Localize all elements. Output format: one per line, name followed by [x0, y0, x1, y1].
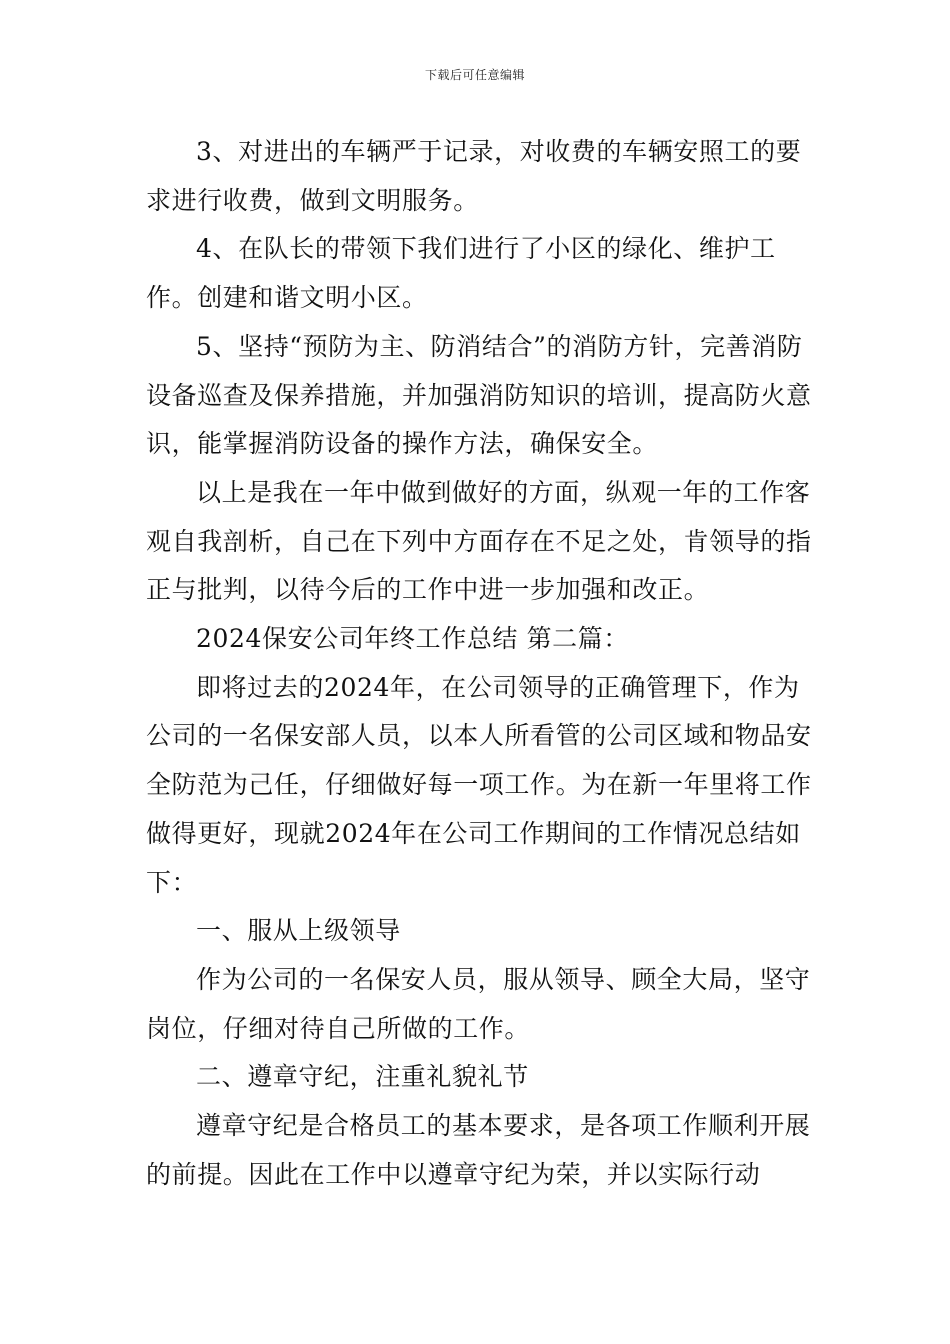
part-two-title: 2024保安公司年终工作总结 第二篇： [196, 624, 629, 654]
page-header: 下载后可任意编辑 [424, 68, 525, 82]
document-body [146, 128, 812, 1199]
paragraph-item-3: 3、对进出的车辆严于记录，对收费的车辆安照工的要求进行收费，做到文明服务。 [146, 137, 802, 215]
section-2-body: 遵章守纪是合格员工的基本要求，是各项工作顺利开展的前提。因此在工作中以遵章守纪为荣，并以实际行动 [146, 1111, 811, 1189]
paragraph-summary: 以上是我在一年中做到做好的方面，纵观一年的工作客观自我剖析，自己在下列中方面存在不足之处，肯领导的指正与批判，以待今后的工作中进一步加强和改正。 [146, 477, 812, 605]
section-2-title: 二、遵章守纪，注重礼貌礼节 [196, 1062, 529, 1092]
section-1-body: 作为公司的一名保安人员，服从领导、顾全大局，坚守岗位，仔细对待自己所做的工作。 [146, 964, 811, 1043]
section-1-title: 一、服从上级领导 [196, 916, 401, 946]
paragraph-intro: 即将过去的2024年，在公司领导的正确管理下，作为公司的一名保安部人员，以本人所看管的公司区域和物品安全防范为己任，仔细做好每一项工作。为在新一年里将工作做得更好，现就2024年在公司工作期间的工作情况总结如下： [146, 672, 812, 897]
paragraph-item-4: 4、在队长的带领下我们进行了小区的绿化、维护工作。创建和谐文明小区。 [146, 234, 776, 313]
paragraph-item-5: 5、坚持“预防为主、防消结合”的消防方针，完善消防设备巡查及保养措施，并加强消防知识的培训，提高防火意识，能掌握消防设备的操作方法，确保安全。 [146, 331, 812, 459]
